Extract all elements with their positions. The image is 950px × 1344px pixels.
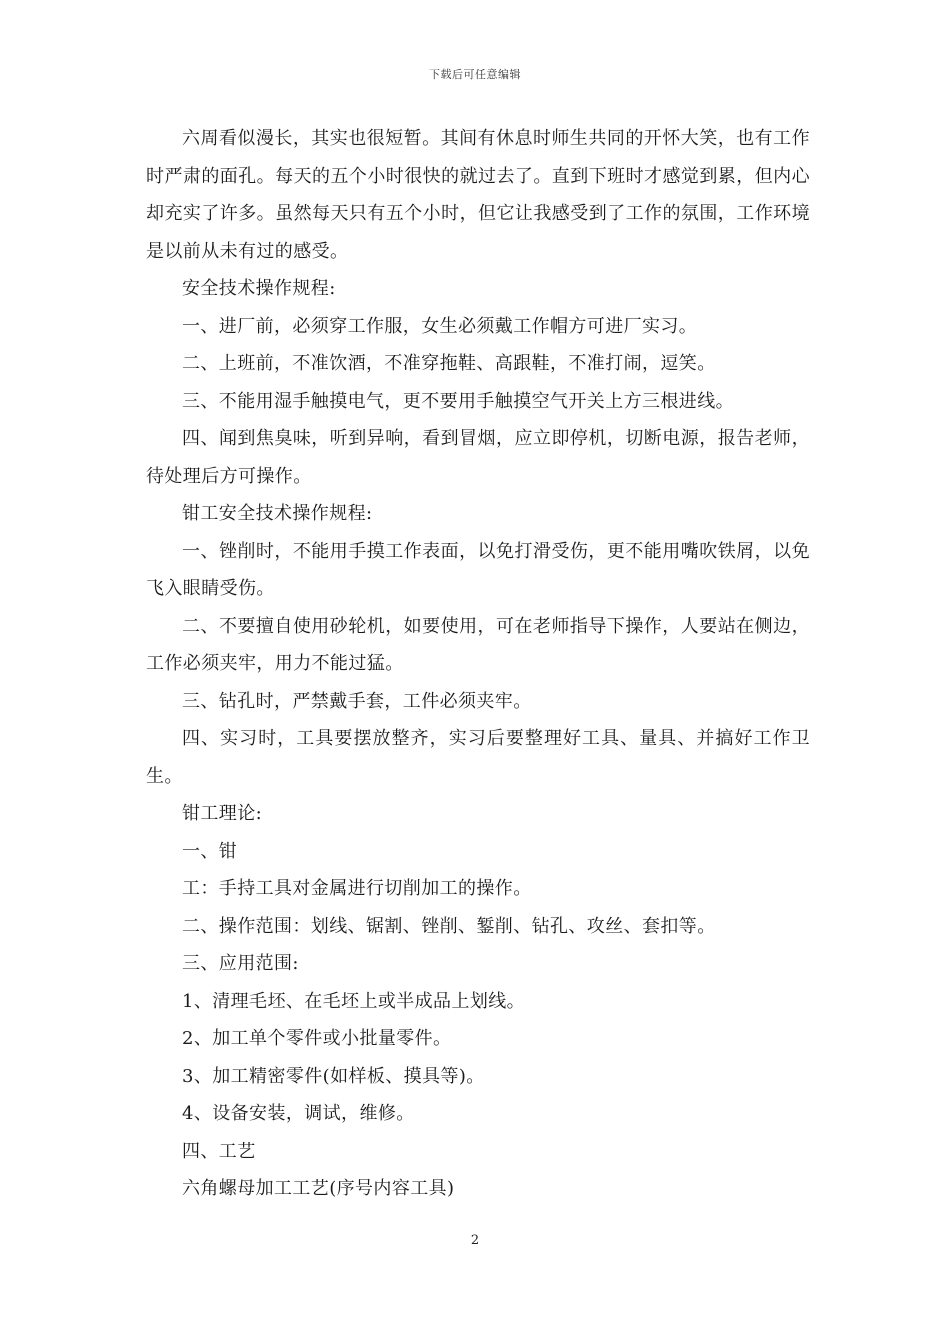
list-item: 四、工艺 bbox=[182, 1140, 256, 1162]
list-item: 2、加工单个零件或小批量零件。 bbox=[182, 1028, 452, 1049]
section-heading: 钳工理论: bbox=[182, 803, 263, 824]
list-item: 3、加工精密零件(如样板、摸具等)。 bbox=[182, 1065, 485, 1087]
document-body bbox=[146, 120, 810, 1208]
list-item: 一、钳 bbox=[182, 840, 238, 862]
list-item: 一、进厂前，必须穿工作服，女生必须戴工作帽方可进厂实习。 bbox=[182, 315, 698, 337]
section-heading: 安全技术操作规程: bbox=[182, 278, 336, 299]
page-header: 下载后可任意编辑 bbox=[429, 68, 521, 81]
list-item: 4、设备安装，调试，维修。 bbox=[182, 1103, 415, 1124]
list-item: 二、不要擅自使用砂轮机，如要使用，可在老师指导下操作，人要站在侧边，工作必须夹牢，用力不能过猛。 bbox=[146, 615, 810, 674]
list-item: 三、不能用湿手触摸电气，更不要用手触摸空气开关上方三根进线。 bbox=[182, 390, 734, 412]
list-item: 四、实习时，工具要摆放整齐，实习后要整理好工具、量具、并搞好工作卫生。 bbox=[146, 728, 810, 787]
list-item: 工：手持工具对金属进行切削加工的操作。 bbox=[182, 878, 532, 899]
list-item: 一、锉削时，不能用手摸工作表面，以免打滑受伤，更不能用嘴吹铁屑，以免飞入眼睛受伤。 bbox=[146, 540, 810, 599]
paragraph: 六周看似漫长，其实也很短暂。其间有休息时师生共同的开怀大笑，也有工作时严肃的面孔。每天的五个小时很快的就过去了。直到下班时才感觉到累，但内心却充实了许多。虽然每天只有五个小时，但它让我感受到了工作的氛围，工作环境是以前从未有过的感受。 bbox=[146, 128, 810, 262]
list-item: 二、操作范围：划线、锯割、锉削、錾削、钻孔、攻丝、套扣等。 bbox=[182, 915, 716, 937]
list-item: 三、钻孔时，严禁戴手套，工件必须夹牢。 bbox=[182, 690, 532, 712]
list-item: 二、上班前，不准饮酒，不准穿拖鞋、高跟鞋，不准打闹，逗笑。 bbox=[182, 353, 716, 374]
section-heading: 钳工安全技术操作规程: bbox=[182, 503, 373, 524]
list-item: 三、应用范围: bbox=[182, 953, 299, 974]
list-item: 1、清理毛坯、在毛坯上或半成品上划线。 bbox=[182, 990, 526, 1012]
list-item: 四、闻到焦臭味，听到异响，看到冒烟，应立即停机，切断电源，报告老师，待处理后方可操作。 bbox=[146, 428, 810, 487]
page-number: 2 bbox=[470, 1233, 480, 1248]
list-item: 六角螺母加工工艺(序号内容工具) bbox=[182, 1178, 455, 1199]
